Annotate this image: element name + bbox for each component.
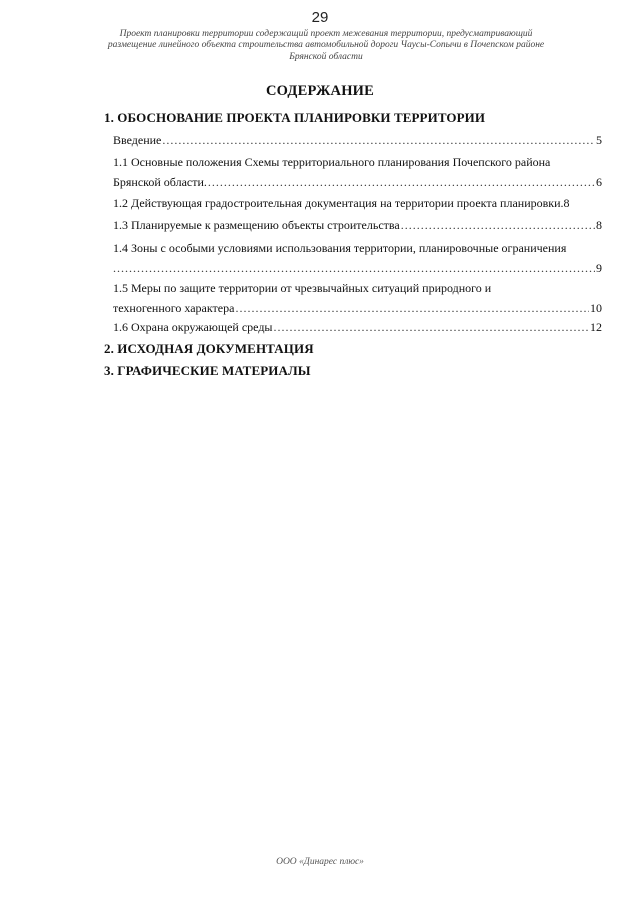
toc-entry-1-3[interactable] [113, 215, 602, 235]
toc-entry-text: 1.1 Основные положения Схемы территориального планирования Почепского района [113, 155, 551, 169]
running-header-line: Брянской области [289, 51, 363, 62]
dot-leader [401, 215, 595, 235]
running-header [95, 29, 557, 63]
toc-entry-1-2[interactable] [113, 193, 602, 213]
dot-leader [274, 317, 590, 337]
toc-entry-text: 1.5 Меры по защите территории от чрезвычайных ситуаций природного и [113, 281, 492, 295]
dot-leader [113, 258, 595, 278]
toc-entry-text: 1.2 Действующая градостроительная документация на территории проекта планировки. [113, 196, 564, 210]
footer-company: ООО «Динарес плюс» [276, 857, 364, 867]
toc-page-number: 6 [596, 175, 602, 189]
toc-entry-text: 1.6 Охрана окружающей среды [113, 320, 273, 334]
dot-leader [235, 298, 589, 318]
toc-page-number: 12 [590, 320, 602, 334]
toc-entry-introduction[interactable] [113, 130, 602, 150]
toc-page-number: 8 [596, 218, 602, 232]
dot-leader [162, 130, 595, 150]
toc-page-number: 5 [596, 133, 602, 147]
toc-entry-text: 1.3 Планируемые к размещению объекты строительства [113, 218, 400, 232]
section-heading-2[interactable]: 2. ИСХОДНАЯ ДОКУМЕНТАЦИЯ [104, 341, 314, 356]
toc-page-number: 8 [563, 196, 570, 210]
running-header-line: Проект планировки территории содержащий проект межевания территории, предусматривающий [119, 29, 533, 39]
toc-entry-1-1[interactable] [113, 152, 602, 192]
toc-entry-text: Брянской области. [113, 175, 207, 189]
dot-leader [208, 172, 595, 192]
toc-entry-text: 1.4 Зоны с особыми условиями использования территории, планировочные ограничения [113, 241, 567, 255]
toc-title: СОДЕРЖАНИЕ [265, 83, 375, 99]
page-number: 29 [311, 9, 329, 26]
toc-entry-text: техногенного характера [113, 301, 235, 315]
section-heading-1[interactable]: 1. ОБОСНОВАНИЕ ПРОЕКТА ПЛАНИРОВКИ ТЕРРИТОРИИ [104, 110, 486, 125]
toc-entry-1-4[interactable] [113, 238, 602, 278]
toc-entry-1-5[interactable] [113, 278, 602, 318]
toc-entry-1-6[interactable] [113, 317, 602, 337]
toc-entry-text: Введение [113, 133, 162, 147]
toc-page-number: 9 [596, 261, 602, 275]
toc-page-number: 10 [590, 301, 602, 315]
running-header-line: размещение линейного объекта строительства автомобильной дороги Чаусы-Сопычи в Почепском районе [107, 40, 545, 51]
section-heading-3[interactable]: 3. ГРАФИЧЕСКИЕ МАТЕРИАЛЫ [104, 363, 311, 378]
